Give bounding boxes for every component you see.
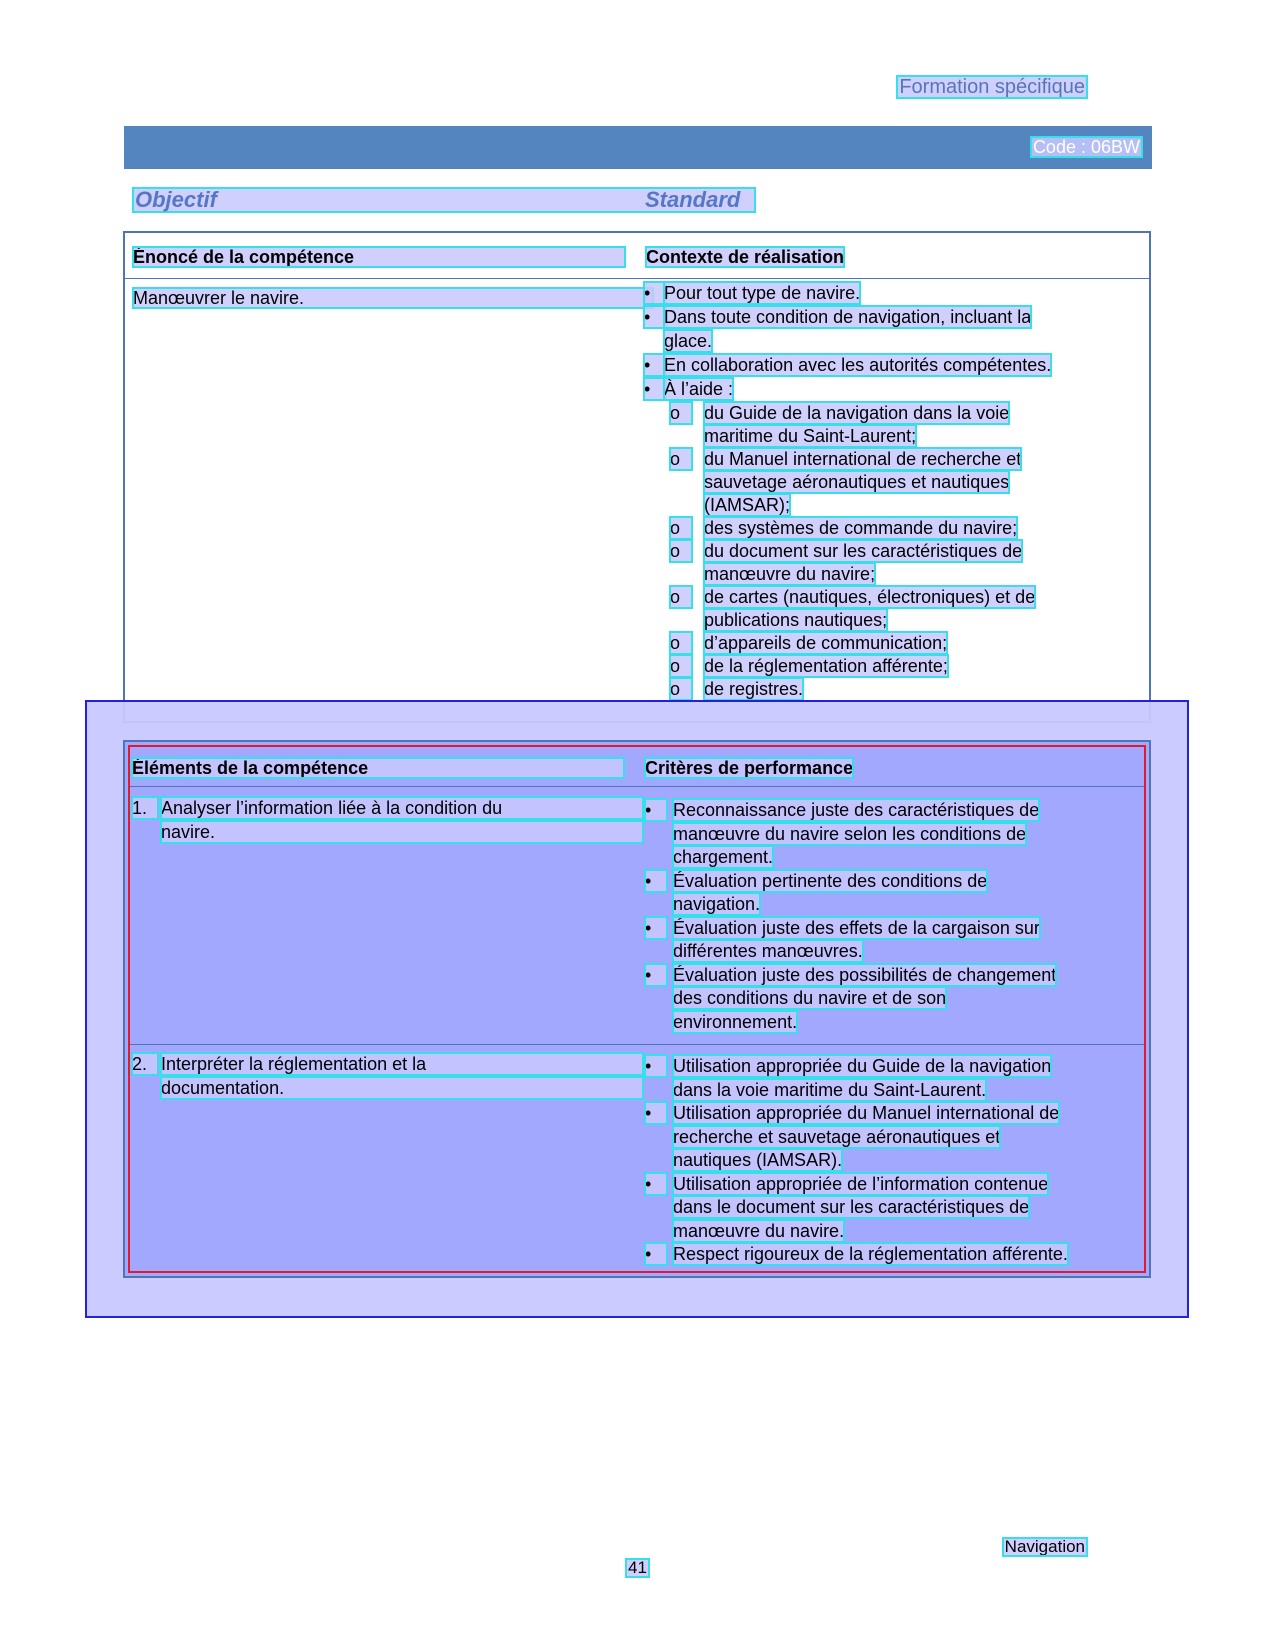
context-subitem-text: publications nautiques; <box>704 610 888 630</box>
context-item-text: Dans toute condition de navigation, incluant la <box>664 307 1032 327</box>
context-subitem-text: maritime du Saint-Laurent; <box>704 426 917 446</box>
criterion-text: Utilisation appropriée du Guide de la navigation <box>673 1056 1052 1076</box>
criterion-line <box>645 917 1138 941</box>
context-subitem-text: des systèmes de commande du navire; <box>704 518 1018 538</box>
criterion-line <box>645 1102 1138 1126</box>
criterion-text: chargement. <box>673 847 774 867</box>
context-subitem-text: manœuvre du navire; <box>704 564 876 584</box>
context-subitem-text: du Manuel international de recherche et <box>704 449 1022 469</box>
element-text: navire. <box>161 821 643 843</box>
criteria-column-header: Critères de performance <box>645 758 854 778</box>
criterion-text: Utilisation appropriée du Manuel international de <box>673 1103 1060 1123</box>
criterion-line <box>645 1055 1138 1079</box>
element-number: 2. <box>132 1053 158 1075</box>
bullet-icon: • <box>645 1243 667 1265</box>
context-subitem-line <box>644 609 1141 632</box>
criterion-text: nautiques (IAMSAR). <box>673 1150 843 1170</box>
context-item-line <box>644 306 1141 330</box>
standard-heading: Standard <box>645 187 741 212</box>
criterion-text: dans la voie maritime du Saint-Laurent. <box>673 1079 987 1100</box>
element-text: Interpréter la réglementation et la <box>161 1053 643 1075</box>
competency-table <box>123 231 1151 723</box>
bullet-icon: o <box>670 632 692 654</box>
footer-program: Navigation <box>1004 1537 1085 1556</box>
criterion-line <box>645 987 1138 1011</box>
criterion-text: Respect rigoureux de la réglementation afférente. <box>673 1244 1068 1264</box>
criterion-line <box>645 799 1138 823</box>
bullet-icon: • <box>645 1102 667 1124</box>
criterion-text: Reconnaissance juste des caractéristiques de <box>673 800 1040 820</box>
context-subitem-line <box>644 494 1141 517</box>
context-subitem-text: d’appareils de communication; <box>704 633 948 653</box>
context-column-header: Contexte de réalisation <box>646 247 845 267</box>
competency-code: Code : 06BW <box>1032 137 1140 157</box>
criterion-line <box>645 1220 1138 1244</box>
criterion-line <box>645 940 1138 964</box>
context-subitem-text: (IAMSAR); <box>704 495 791 515</box>
bullet-icon: o <box>670 448 692 470</box>
elements-rows <box>130 747 1144 1271</box>
bullet-icon: • <box>644 282 666 304</box>
criterion-line <box>645 964 1138 988</box>
criterion-line <box>645 1149 1138 1173</box>
criterion-line <box>645 893 1138 917</box>
bullet-icon: • <box>645 1055 667 1077</box>
context-item-line <box>644 330 1141 354</box>
elements-table-inner <box>128 745 1146 1273</box>
bullet-icon: • <box>644 306 666 328</box>
context-item-text: En collaboration avec les autorités compétentes. <box>664 355 1052 375</box>
criterion-line <box>645 1196 1138 1220</box>
element-text: Analyser l’information liée à la condition du <box>161 797 643 819</box>
elements-table <box>123 740 1151 1278</box>
page-header-title: Formation spécifique <box>899 76 1085 98</box>
context-item-text: glace. <box>664 331 713 351</box>
context-subitem-text: du Guide de la navigation dans la voie <box>704 403 1010 423</box>
competency-statement: Manœuvrer le navire. <box>133 288 653 308</box>
competency-table-header <box>125 233 1149 279</box>
context-subitem-line <box>644 448 1141 471</box>
context-item-line <box>644 282 1141 306</box>
bullet-icon: o <box>670 540 692 562</box>
context-subitem-text: du document sur les caractéristiques de <box>704 541 1023 561</box>
context-subitem-text: de la réglementation afférente; <box>704 656 948 676</box>
context-item-line <box>644 378 1141 402</box>
criterion-text: dans le document sur les caractéristiques de <box>673 1197 1030 1217</box>
criteria-list <box>645 799 1138 1039</box>
criterion-text: environnement. <box>673 1011 798 1032</box>
bullet-icon: o <box>670 402 692 424</box>
bullet-icon: • <box>645 799 667 821</box>
bullet-icon: o <box>670 517 692 539</box>
criterion-text: manœuvre du navire selon les conditions de <box>673 823 1027 844</box>
code-bar <box>124 126 1152 169</box>
context-subitem-line <box>644 471 1141 494</box>
context-subitem-line <box>644 563 1141 586</box>
criterion-text: des conditions du navire et de son <box>673 988 947 1008</box>
context-subitem-line <box>644 425 1141 448</box>
criterion-line <box>645 1079 1138 1103</box>
context-item-text: Pour tout type de navire. <box>664 283 861 303</box>
bullet-icon: • <box>645 964 667 986</box>
criterion-text: Évaluation juste des effets de la cargaison sur <box>673 917 1040 938</box>
bullet-icon: • <box>644 378 666 400</box>
criterion-line <box>645 846 1138 870</box>
bullet-icon: o <box>670 586 692 608</box>
criterion-line <box>645 823 1138 847</box>
bullet-icon: o <box>670 655 692 677</box>
section-headings <box>133 188 755 212</box>
context-list <box>644 282 1141 721</box>
bullet-icon: • <box>645 1173 667 1195</box>
criterion-line <box>645 870 1138 894</box>
criterion-text: navigation. <box>673 894 761 914</box>
criterion-text: manœuvre du navire. <box>673 1220 845 1241</box>
elements-column-header: Éléments de la compétence <box>132 758 624 778</box>
context-subitem-text: de cartes (nautiques, électroniques) et de <box>704 587 1036 607</box>
context-subitem-line <box>644 402 1141 425</box>
criterion-text: Évaluation juste des possibilités de changement <box>673 964 1057 985</box>
criterion-text: Évaluation pertinente des conditions de <box>673 870 988 891</box>
bullet-icon: • <box>645 870 667 892</box>
criterion-text: recherche et sauvetage aéronautiques et <box>673 1126 1001 1147</box>
context-subitem-text: de registres. <box>704 679 804 699</box>
statement-column-header: Énoncé de la compétence <box>133 247 625 267</box>
criterion-line <box>645 1173 1138 1197</box>
context-subitem-line <box>644 540 1141 563</box>
criterion-line <box>645 1011 1138 1035</box>
bullet-icon: o <box>670 678 692 700</box>
criteria-list <box>645 1055 1138 1295</box>
context-subitem-line <box>644 632 1141 655</box>
criterion-text: Utilisation appropriée de l’information contenue <box>673 1173 1049 1194</box>
context-subitem-line <box>644 586 1141 609</box>
criterion-line <box>645 1126 1138 1150</box>
context-item-text: À l’aide : <box>664 379 734 399</box>
page-number: 41 <box>628 1558 647 1577</box>
criterion-text: différentes manœuvres. <box>673 941 863 961</box>
context-subitem-line <box>644 678 1141 701</box>
objective-heading: Objectif <box>135 187 217 212</box>
element-text: documentation. <box>161 1077 643 1099</box>
element-number: 1. <box>132 797 158 819</box>
context-subitem-line <box>644 655 1141 678</box>
bullet-icon: • <box>645 917 667 939</box>
criterion-line <box>645 1243 1138 1267</box>
context-subitem-text: sauvetage aéronautiques et nautiques <box>704 472 1010 492</box>
context-item-line <box>644 354 1141 378</box>
context-subitem-line <box>644 517 1141 540</box>
bullet-icon: • <box>644 354 666 376</box>
